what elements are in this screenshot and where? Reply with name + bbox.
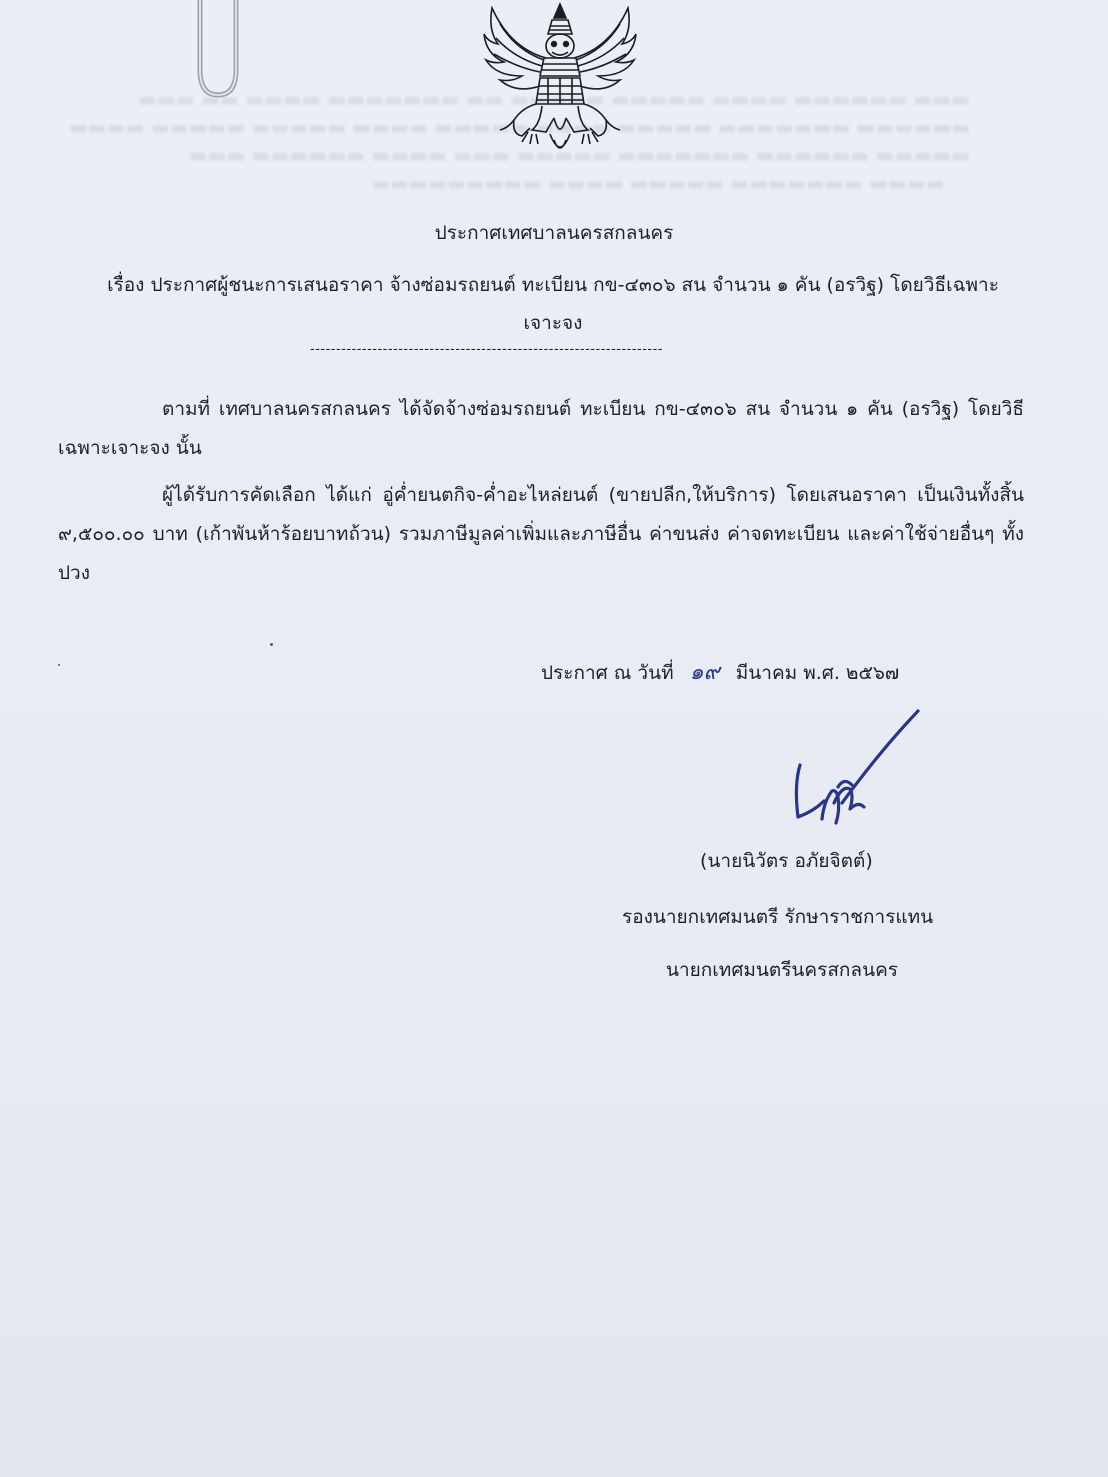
garuda-emblem-icon — [470, 0, 650, 170]
body-paragraph-2 — [58, 476, 1024, 593]
paragraph-1-text: ตามที่ เทศบาลนครสกลนคร ได้จัดจ้างซ่อมรถยนต์ ทะเบียน กข-๔๓๐๖ สน จำนวน ๑ คัน (อรวิฐ) โดยวิธีเฉพาะเจาะจง นั้น — [58, 398, 1024, 459]
signer-position-line-1: รองนายกเทศมนตรี รักษาราชการแทน — [622, 906, 934, 928]
signer-position-line-2: นายกเทศมนตรีนครสกลนคร — [666, 959, 898, 981]
announcement-date — [541, 654, 899, 689]
show-through-text: ▬▬▬ ▬▬▬▬▬▬ ▬▬▬▬ ▬▬▬▬▬ ▬▬▬▬▬ ▬▬ ▬▬▬▬▬▬▬ ▬▬▬▬ ▬▬ ▬▬▬ ▬▬▬▬▬▬ ▬▬▬▬▬▬▬ ▬▬▬▬▬ ▬▬▬▬ ▬▬▬▬▬ ▬▬▬▬ ▬▬▬▬▬ ▬▬▬▬▬ ▬▬▬▬ ▬▬▬▬▬ ▬▬▬▬▬▬ ▬▬▬▬▬▬▬ ▬▬▬▬▬ ▬▬▬ ▬▬▬▬ ▬▬▬▬▬▬ ▬▬▬ ▬▬▬▬ ▬▬▬▬▬▬▬ ▬▬▬▬▬ ▬▬▬▬ ▬▬▬▬▬▬▬▬▬ — [68, 87, 970, 195]
paper-clip-icon — [180, 0, 260, 110]
paragraph-2-text: ผู้ได้รับการคัดเลือก ได้แก่ อู่ค่ำยนตกิจ-ค่ำอะไหล่ยนต์ (ขายปลีก,ให้บริการ) โดยเสนอราคา เป็นเงินทั้งสิ้น ๙,๕๐๐.๐๐ บาท (เก้าพันห้าร้อยบาทถ้วน) รวมภาษีมูลค่าเพิ่มและภาษีอื่น ค่าขนส่ง ค่าจดทะเบียน และค่าใช้จ่ายอื่นๆ ทั้งปวง — [58, 484, 1024, 584]
paper-speck — [58, 664, 60, 666]
document-title: ประกาศเทศบาลนครสกลนคร — [434, 222, 674, 244]
handwritten-signature — [780, 705, 930, 835]
body-paragraph-1 — [58, 390, 1024, 468]
handwritten-day: ๑๙ — [689, 660, 720, 685]
date-suffix: มีนาคม พ.ศ. ๒๕๖๗ — [735, 662, 900, 684]
document-subject: เรื่อง ประกาศผู้ชนะการเสนอราคา จ้างซ่อมรถยนต์ ทะเบียน กข-๔๓๐๖ สน จำนวน ๑ คัน (อรวิฐ) โดยวิธีเฉพาะเจาะจง — [107, 274, 999, 334]
signer-name: (นายนิวัตร อภัยจิตต์) — [700, 850, 873, 872]
date-prefix: ประกาศ ณ วันที่ — [541, 662, 674, 684]
paper-speck — [270, 643, 273, 646]
divider-line: -------------------------------------------------------------------- — [310, 342, 663, 357]
